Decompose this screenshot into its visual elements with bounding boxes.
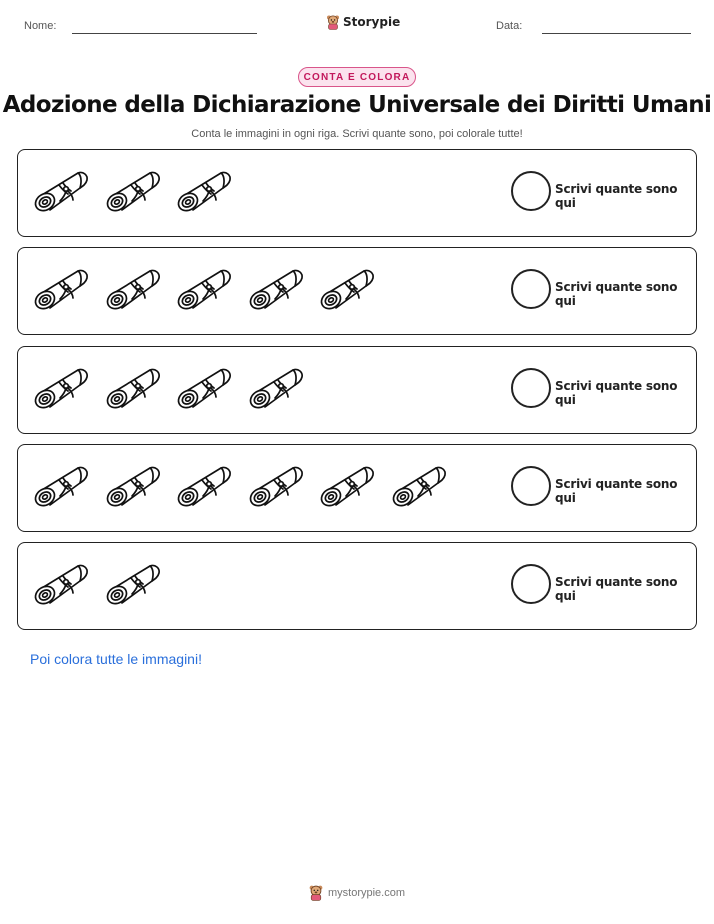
row-images [28,256,386,328]
rolled-scroll-icon [171,256,235,328]
footer-brand [308,884,405,901]
rolled-scroll-icon [28,453,92,525]
answer-prompt: Scrivi quante sono qui [555,182,678,210]
answer-prompt: Scrivi quante sono qui [555,476,678,505]
brand-name: Storypie [343,15,401,29]
answer-prompt: Scrivi quante sono qui [555,280,678,309]
answer-circle[interactable] [511,564,551,604]
answer-circle[interactable] [511,269,551,309]
rolled-scroll-icon [171,355,235,427]
rolled-scroll-icon [100,256,164,328]
worksheet-header [0,0,714,50]
rolled-scroll-icon [28,256,92,328]
worksheet-instructions: Conta le immagini in ogni riga. Scrivi quante sono, poi colorale tutte! [191,128,523,140]
rolled-scroll-icon [100,453,164,525]
answer-circle[interactable] [511,368,551,408]
name-line[interactable] [72,33,257,34]
rolled-scroll-icon [243,453,307,525]
name-label: Nome: [24,20,57,32]
rolled-scroll-icon [171,158,235,230]
rolled-scroll-icon [28,551,92,623]
row-images [28,453,457,525]
counting-row [17,542,697,630]
answer-circle[interactable] [511,466,551,506]
footer-url: mystorypie.com [328,886,406,899]
activity-badge: CONTA E COLORA [298,67,416,87]
rolled-scroll-icon [171,453,235,525]
answer-prompt: Scrivi quante sono qui [555,575,678,604]
answer-prompt: Scrivi quante sono qui [555,378,678,407]
date-label: Data: [496,20,523,32]
rolled-scroll-icon [28,158,92,230]
date-line[interactable] [542,33,691,34]
rolled-scroll-icon [100,551,164,623]
rolled-scroll-icon [243,355,307,427]
rolled-scroll-icon [314,256,378,328]
rolled-scroll-icon [28,355,92,427]
counting-row [17,444,697,532]
rolled-scroll-icon [314,453,378,525]
counting-row [17,149,697,237]
row-images [28,158,243,230]
counting-row [17,346,697,434]
rolled-scroll-icon [100,158,164,230]
answer-circle[interactable] [511,171,551,211]
rolled-scroll-icon [243,256,307,328]
counting-row [17,247,697,335]
worksheet-title: Adozione della Dichiarazione Universale dei Diritti Umani [2,92,712,118]
row-images [28,551,171,623]
rolled-scroll-icon [100,355,164,427]
row-images [28,355,314,427]
bear-mascot-icon [308,884,324,901]
coloring-instruction: Poi colora tutte le immagini! [30,651,202,667]
brand-logo [326,14,400,30]
rolled-scroll-icon [386,453,450,525]
bear-mascot-icon [326,14,340,30]
